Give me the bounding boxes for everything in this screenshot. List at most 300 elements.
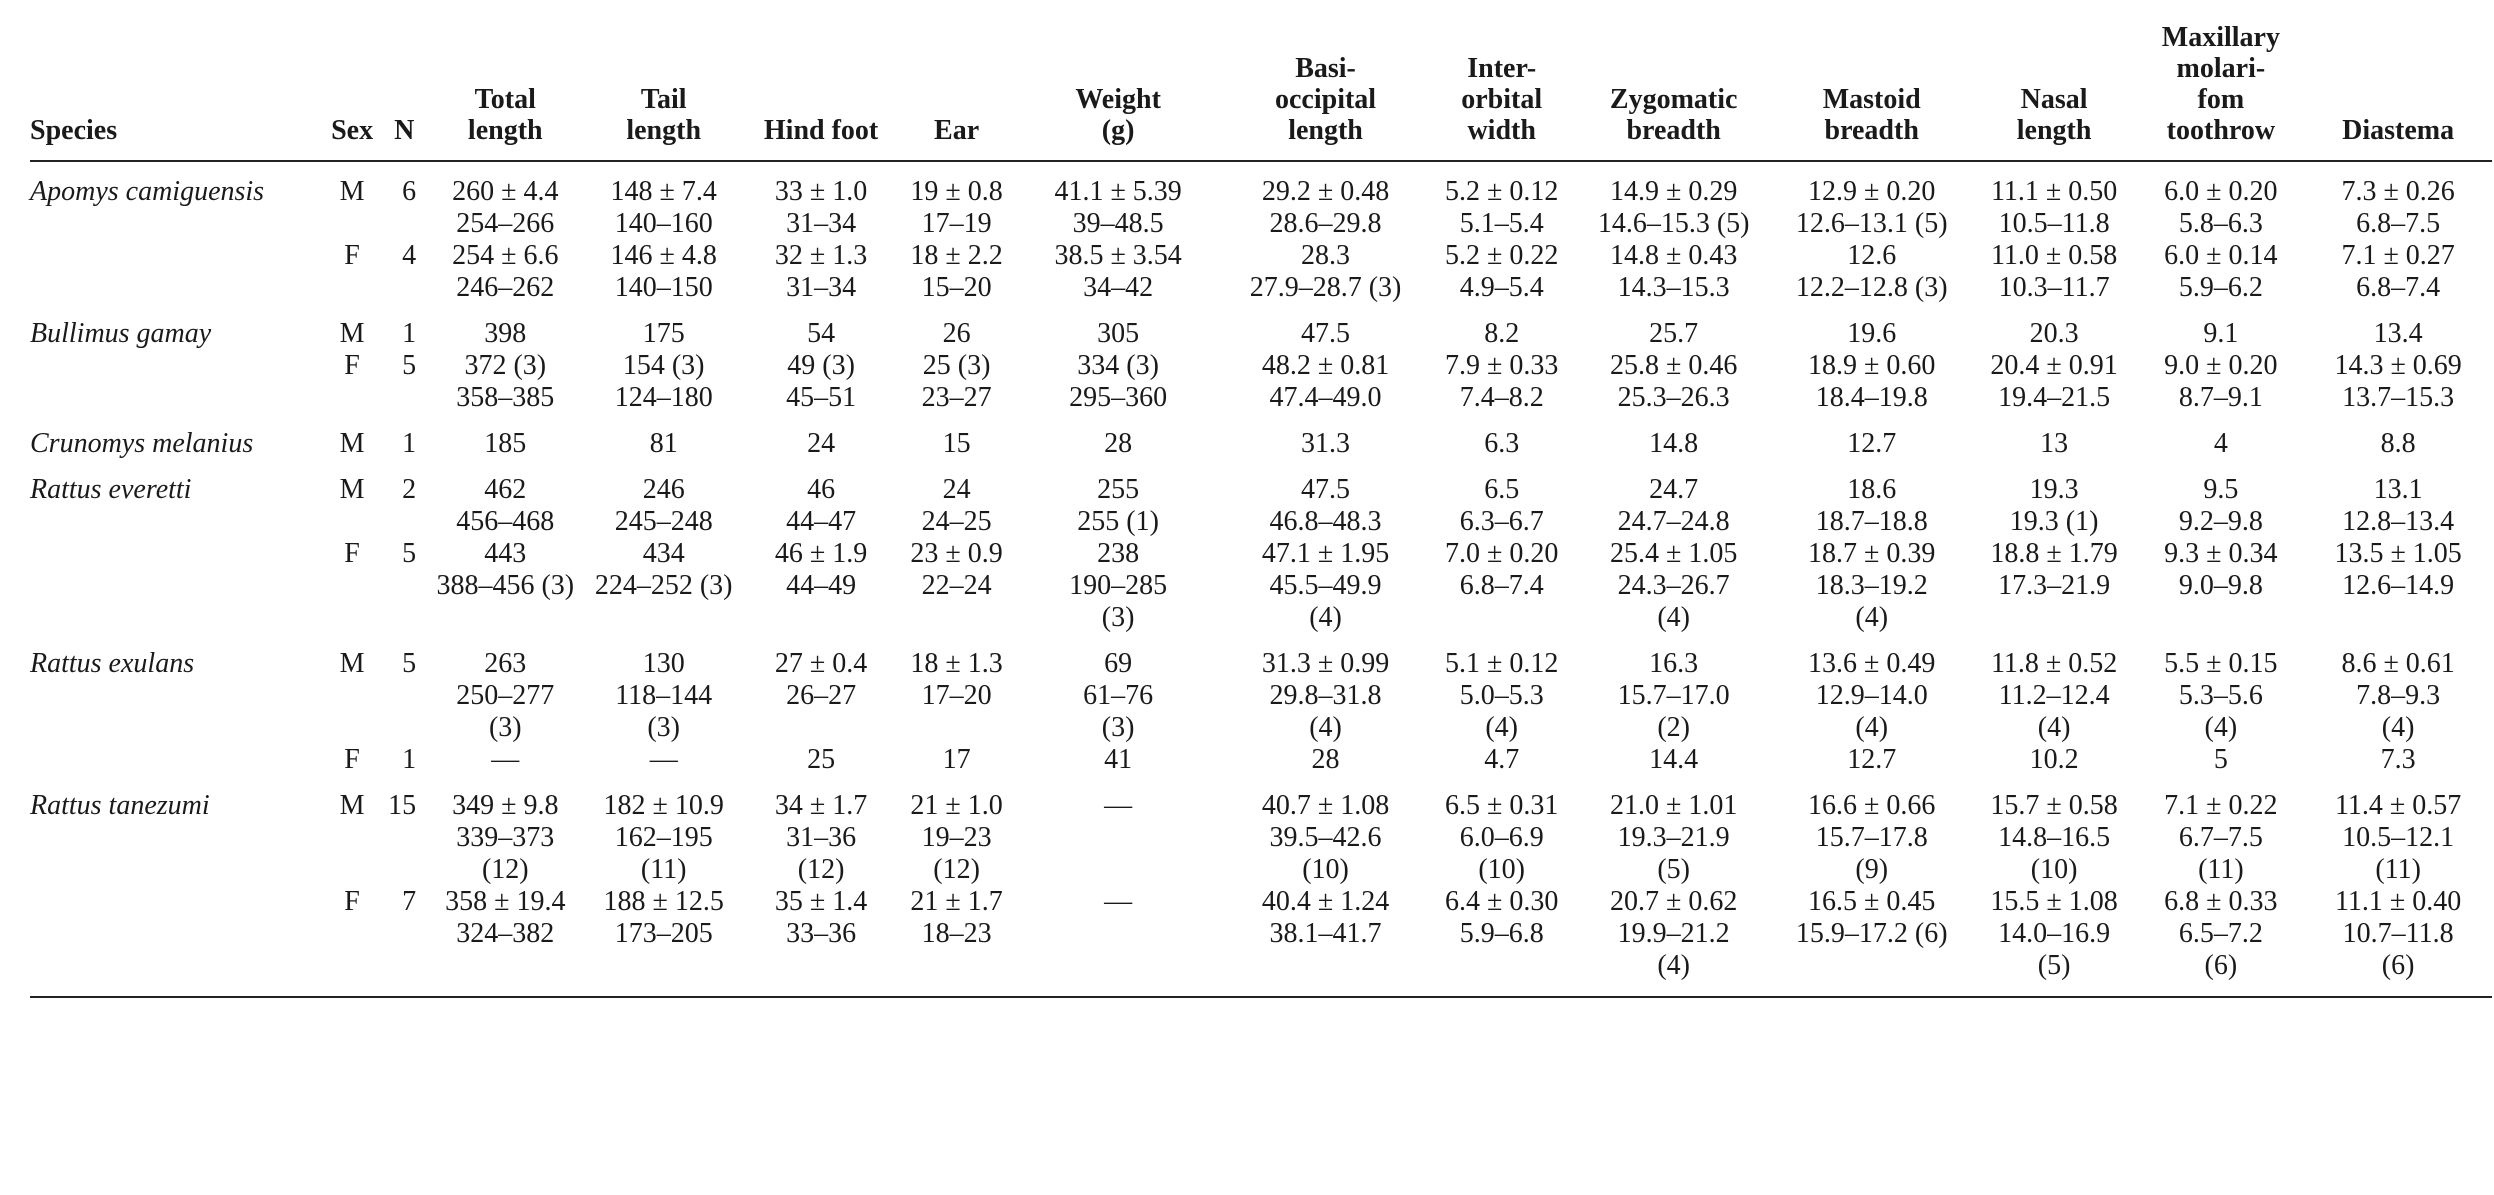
- cell-value: (11): [2375, 854, 2421, 885]
- cell-value: 39.5–42.6: [1269, 822, 1382, 853]
- cell-value: 6.8–7.5: [2356, 208, 2441, 239]
- maxillary-toothrow-cell: [2137, 161, 2304, 240]
- species-name: Rattus tanezumi: [30, 790, 210, 821]
- species-name: Apomys camiguensis: [30, 176, 265, 207]
- mastoid-breadth-cell: [1773, 304, 1971, 350]
- header-hind-foot: [743, 22, 899, 161]
- cell-value: 130: [642, 648, 685, 679]
- cell-value: (6): [2204, 950, 2238, 981]
- cell-value: (4): [1855, 712, 1889, 743]
- nasal-length-cell: [1971, 776, 2138, 886]
- hind-foot-cell: [743, 161, 899, 240]
- cell-value: 15–20: [921, 272, 992, 303]
- cell-value: 6.5 ± 0.31: [1445, 790, 1559, 821]
- cell-value: 14.0–16.9: [1998, 918, 2111, 949]
- header-line: length: [1288, 115, 1363, 146]
- cell-value: 25 (3): [922, 350, 991, 381]
- cell-value: 6.3: [1484, 428, 1520, 459]
- basioccipital-length-cell: [1222, 161, 1428, 240]
- cell-value: (5): [2037, 950, 2071, 981]
- ear-cell: [899, 414, 1014, 460]
- cell-value: 15: [942, 428, 971, 459]
- header-line: (g): [1101, 115, 1135, 146]
- sex-cell: F: [344, 350, 360, 381]
- header-species: Species: [30, 22, 322, 161]
- cell-value: 146 ± 4.8: [610, 240, 717, 271]
- basioccipital-length-cell: [1222, 240, 1428, 304]
- cell-value: 25.8 ± 0.46: [1609, 350, 1738, 381]
- cell-value: —: [491, 744, 520, 775]
- hind-foot-cell: [743, 634, 899, 744]
- cell-value: 17: [942, 744, 971, 775]
- species-name: Rattus everetti: [30, 474, 192, 505]
- header-line: Weight: [1075, 84, 1161, 115]
- cell-value: (2): [1657, 712, 1690, 743]
- header-line: length: [626, 115, 702, 146]
- cell-value: 182 ± 10.9: [603, 790, 724, 821]
- cell-value: 9.0 ± 0.20: [2164, 350, 2278, 381]
- cell-value: (4): [1657, 950, 1690, 981]
- maxillary-toothrow-cell: [2137, 240, 2304, 304]
- cell-value: 118–144: [615, 680, 713, 711]
- cell-value: 18–23: [921, 918, 992, 949]
- total-length-cell: [426, 538, 584, 634]
- hind-foot-cell: [743, 304, 899, 350]
- total-length-cell: [426, 414, 584, 460]
- cell-value: 22–24: [921, 570, 992, 601]
- cell-value: 462: [484, 474, 527, 505]
- n-cell: 4: [402, 240, 417, 271]
- cell-value: 9.1: [2203, 318, 2239, 349]
- cell-value: 46: [807, 474, 836, 505]
- cell-value: (4): [2037, 712, 2071, 743]
- cell-value: 13.4: [2373, 318, 2423, 349]
- cell-value: 6.0–6.9: [1459, 822, 1544, 853]
- cell-value: 6.8–7.4: [2356, 272, 2441, 303]
- cell-value: 19.4–21.5: [1998, 382, 2111, 413]
- total-length-cell: [426, 240, 584, 304]
- cell-value: 5.9–6.2: [2178, 272, 2263, 303]
- mastoid-breadth-cell: [1773, 744, 1971, 776]
- interorbital-width-cell: [1429, 350, 1575, 414]
- cell-value: 31.3 ± 0.99: [1261, 648, 1390, 679]
- nasal-length-cell: [1971, 161, 2138, 240]
- header-line: Nasal: [2020, 84, 2088, 115]
- cell-value: 28.3: [1301, 240, 1351, 271]
- maxillary-toothrow-cell: [2137, 350, 2304, 414]
- cell-value: 19–23: [921, 822, 992, 853]
- header-line: Inter-: [1467, 53, 1537, 84]
- header-line: Tail: [640, 84, 687, 115]
- cell-value: (10): [2030, 854, 2078, 885]
- cell-value: (12): [933, 854, 980, 885]
- maxillary-toothrow-cell: [2137, 776, 2304, 886]
- cell-value: 11.1 ± 0.50: [1990, 176, 2118, 207]
- header-diastema: [2304, 22, 2492, 161]
- header-line: molari-: [2176, 53, 2266, 84]
- total-length-cell: [426, 161, 584, 240]
- cell-value: 47.5: [1301, 474, 1351, 505]
- sex-cell: M: [339, 474, 365, 505]
- nasal-length-cell: [1971, 538, 2138, 634]
- cell-value: 9.3 ± 0.34: [2164, 538, 2278, 569]
- species-name: [30, 240, 322, 304]
- header-line: Maxillary: [2161, 22, 2280, 53]
- cell-value: (4): [2204, 712, 2238, 743]
- zygomatic-breadth-cell: [1575, 414, 1773, 460]
- header-zygomatic-breadth: [1575, 22, 1773, 161]
- cell-value: 38.5 ± 3.54: [1054, 240, 1182, 271]
- cell-value: 12.9–14.0: [1815, 680, 1928, 711]
- basioccipital-length-cell: [1222, 414, 1428, 460]
- header-interorbital-width: [1429, 22, 1575, 161]
- table-row: [30, 240, 2492, 304]
- cell-value: 4: [2213, 428, 2228, 459]
- hind-foot-cell: [743, 886, 899, 997]
- cell-value: 14.3–15.3: [1617, 272, 1730, 303]
- cell-value: 10.5–12.1: [2342, 822, 2455, 853]
- species-group: [30, 634, 2492, 776]
- cell-value: 5.9–6.8: [1459, 918, 1544, 949]
- total-length-cell: [426, 304, 584, 350]
- cell-value: —: [1104, 886, 1133, 917]
- cell-value: 190–285: [1069, 570, 1168, 601]
- ear-cell: [899, 240, 1014, 304]
- cell-value: 188 ± 12.5: [603, 886, 724, 917]
- cell-value: 35 ± 1.4: [774, 886, 868, 917]
- cell-value: 26: [942, 318, 971, 349]
- cell-value: 41: [1104, 744, 1133, 775]
- cell-value: 40.4 ± 1.24: [1261, 886, 1390, 917]
- cell-value: 11.0 ± 0.58: [1990, 240, 2118, 271]
- zygomatic-breadth-cell: [1575, 538, 1773, 634]
- cell-value: 13: [2040, 428, 2069, 459]
- cell-value: 140–150: [614, 272, 713, 303]
- cell-value: 24: [807, 428, 836, 459]
- tail-length-cell: [584, 240, 742, 304]
- cell-value: 49 (3): [787, 350, 855, 381]
- cell-value: 6.8–7.4: [1459, 570, 1544, 601]
- cell-value: 6.7–7.5: [2178, 822, 2263, 853]
- total-length-cell: [426, 460, 584, 538]
- cell-value: 324–382: [456, 918, 555, 949]
- header-mastoid-breadth: [1773, 22, 1971, 161]
- cell-value: 6.4 ± 0.30: [1445, 886, 1559, 917]
- cell-value: (12): [481, 854, 529, 885]
- basioccipital-length-cell: [1222, 460, 1428, 538]
- header-line: orbital: [1461, 84, 1543, 115]
- ear-cell: [899, 634, 1014, 744]
- cell-value: 28.6–29.8: [1269, 208, 1382, 239]
- cell-value: 23–27: [921, 382, 992, 413]
- cell-value: 6.5: [1484, 474, 1520, 505]
- mastoid-breadth-cell: [1773, 161, 1971, 240]
- header-line: fom: [2197, 84, 2245, 115]
- diastema-cell: [2304, 886, 2492, 997]
- cell-value: 34–42: [1083, 272, 1154, 303]
- cell-value: 5.2 ± 0.22: [1445, 240, 1559, 271]
- interorbital-width-cell: [1429, 240, 1575, 304]
- cell-value: 19.9–21.2: [1617, 918, 1730, 949]
- header-line: Ear: [934, 115, 980, 146]
- tail-length-cell: [584, 304, 742, 350]
- cell-value: 10.5–11.8: [1998, 208, 2110, 239]
- cell-value: 14.4: [1649, 744, 1699, 775]
- cell-value: —: [1104, 790, 1133, 821]
- total-length-cell: [426, 634, 584, 744]
- nasal-length-cell: [1971, 304, 2138, 350]
- basioccipital-length-cell: [1222, 634, 1428, 744]
- interorbital-width-cell: [1429, 886, 1575, 997]
- cell-value: (4): [1485, 712, 1519, 743]
- cell-value: 7.3: [2380, 744, 2416, 775]
- n-cell: 1: [402, 744, 417, 775]
- nasal-length-cell: [1971, 240, 2138, 304]
- table-row: [30, 886, 2492, 997]
- cell-value: 34 ± 1.7: [774, 790, 868, 821]
- cell-value: 24.7–24.8: [1617, 506, 1730, 537]
- cell-value: 28: [1311, 744, 1340, 775]
- cell-value: 61–76: [1083, 680, 1154, 711]
- cell-value: (5): [1657, 854, 1690, 885]
- cell-value: 434: [642, 538, 685, 569]
- weight-cell: [1014, 460, 1222, 538]
- cell-value: 24.7: [1649, 474, 1699, 505]
- cell-value: 250–277: [456, 680, 555, 711]
- cell-value: 47.1 ± 1.95: [1261, 538, 1390, 569]
- cell-value: 8.2: [1484, 318, 1520, 349]
- zygomatic-breadth-cell: [1575, 886, 1773, 997]
- basioccipital-length-cell: [1222, 744, 1428, 776]
- cell-value: 162–195: [614, 822, 713, 853]
- mastoid-breadth-cell: [1773, 414, 1971, 460]
- cell-value: 260 ± 4.4: [452, 176, 559, 207]
- cell-value: 19.3 (1): [2009, 506, 2099, 537]
- maxillary-toothrow-cell: [2137, 744, 2304, 776]
- cell-value: 5: [2213, 744, 2228, 775]
- cell-value: 7.1 ± 0.22: [2164, 790, 2278, 821]
- ear-cell: [899, 304, 1014, 350]
- ear-cell: [899, 460, 1014, 538]
- table-row: [30, 776, 2492, 886]
- cell-value: 19.3–21.9: [1617, 822, 1730, 853]
- species-name: [30, 744, 322, 776]
- cell-value: 21 ± 1.0: [910, 790, 1003, 821]
- nasal-length-cell: [1971, 744, 2138, 776]
- cell-value: 12.7: [1847, 744, 1897, 775]
- basioccipital-length-cell: [1222, 350, 1428, 414]
- cell-value: 7.9 ± 0.33: [1445, 350, 1559, 381]
- cell-value: 31–34: [786, 272, 857, 303]
- cell-value: 7.4–8.2: [1459, 382, 1544, 413]
- maxillary-toothrow-cell: [2137, 886, 2304, 997]
- cell-value: 19 ± 0.8: [910, 176, 1003, 207]
- sex-cell: M: [339, 790, 365, 821]
- maxillary-toothrow-cell: [2137, 460, 2304, 538]
- cell-value: (4): [1309, 712, 1342, 743]
- cell-value: 33 ± 1.0: [774, 176, 868, 207]
- table-row: [30, 634, 2492, 744]
- cell-value: 11.4 ± 0.57: [2334, 790, 2462, 821]
- cell-value: 20.7 ± 0.62: [1609, 886, 1738, 917]
- tail-length-cell: [584, 414, 742, 460]
- cell-value: (10): [1478, 854, 1526, 885]
- cell-value: 254 ± 6.6: [452, 240, 559, 271]
- cell-value: 46 ± 1.9: [774, 538, 868, 569]
- cell-value: 255 (1): [1077, 506, 1159, 537]
- table-row: [30, 538, 2492, 634]
- cell-value: 25.3–26.3: [1617, 382, 1730, 413]
- cell-value: 15.7–17.8: [1815, 822, 1928, 853]
- tail-length-cell: [584, 460, 742, 538]
- cell-value: 12.2–12.8 (3): [1795, 272, 1948, 303]
- n-cell: 5: [402, 538, 417, 569]
- header-line: Hind foot: [763, 115, 879, 146]
- total-length-cell: [426, 886, 584, 997]
- n-cell: 1: [402, 428, 417, 459]
- cell-value: 25.7: [1649, 318, 1699, 349]
- header-line: toothrow: [2166, 115, 2276, 146]
- table-row: [30, 744, 2492, 776]
- cell-value: 39–48.5: [1072, 208, 1164, 239]
- cell-value: 7.1 ± 0.27: [2341, 240, 2455, 271]
- cell-value: 305: [1097, 318, 1140, 349]
- table-row: [30, 414, 2492, 460]
- header-line: breadth: [1824, 115, 1919, 146]
- cell-value: 246: [642, 474, 685, 505]
- cell-value: 29.2 ± 0.48: [1261, 176, 1390, 207]
- cell-value: 44–49: [786, 570, 857, 601]
- cell-value: 17–19: [921, 208, 992, 239]
- cell-value: 21 ± 1.7: [910, 886, 1003, 917]
- hind-foot-cell: [743, 414, 899, 460]
- cell-value: 185: [484, 428, 527, 459]
- n-cell: 1: [402, 318, 417, 349]
- cell-value: 41.1 ± 5.39: [1054, 176, 1182, 207]
- zygomatic-breadth-cell: [1575, 240, 1773, 304]
- cell-value: 11.2–12.4: [1998, 680, 2110, 711]
- species-name: Crunomys melanius: [30, 428, 254, 459]
- zygomatic-breadth-cell: [1575, 634, 1773, 744]
- cell-value: 27.9–28.7 (3): [1249, 272, 1402, 303]
- cell-value: (11): [640, 854, 687, 885]
- cell-value: 6.0 ± 0.20: [2164, 176, 2278, 207]
- species-group: [30, 161, 2492, 304]
- cell-value: 24.3–26.7: [1617, 570, 1730, 601]
- cell-value: 18.8 ± 1.79: [1990, 538, 2118, 569]
- header-weight: [1014, 22, 1222, 161]
- zygomatic-breadth-cell: [1575, 744, 1773, 776]
- cell-value: 12.9 ± 0.20: [1808, 176, 1936, 207]
- header-maxillary-toothrow: [2137, 22, 2304, 161]
- cell-value: 8.6 ± 0.61: [2341, 648, 2455, 679]
- weight-cell: [1014, 886, 1222, 997]
- nasal-length-cell: [1971, 634, 2138, 744]
- header-line: Zygomatic: [1609, 84, 1738, 115]
- diastema-cell: [2304, 414, 2492, 460]
- zygomatic-breadth-cell: [1575, 304, 1773, 350]
- cell-value: (9): [1855, 854, 1889, 885]
- cell-value: 8.8: [2380, 428, 2416, 459]
- cell-value: 9.2–9.8: [2178, 506, 2263, 537]
- cell-value: 14.8: [1649, 428, 1699, 459]
- cell-value: 372 (3): [464, 350, 547, 381]
- cell-value: —: [649, 744, 678, 775]
- total-length-cell: [426, 350, 584, 414]
- species-name: [30, 350, 322, 414]
- nasal-length-cell: [1971, 414, 2138, 460]
- cell-value: 69: [1104, 648, 1133, 679]
- cell-value: 18.7 ± 0.39: [1808, 538, 1936, 569]
- cell-value: 14.8 ± 0.43: [1609, 240, 1738, 271]
- cell-value: 246–262: [456, 272, 555, 303]
- table-row: [30, 304, 2492, 350]
- tail-length-cell: [584, 744, 742, 776]
- cell-value: 9.5: [2203, 474, 2239, 505]
- cell-value: 14.3 ± 0.69: [2334, 350, 2462, 381]
- header-line: Basi-: [1295, 53, 1356, 84]
- cell-value: 349 ± 9.8: [452, 790, 559, 821]
- diastema-cell: [2304, 744, 2492, 776]
- tail-length-cell: [584, 886, 742, 997]
- sex-cell: M: [339, 648, 365, 679]
- cell-value: 18.7–18.8: [1815, 506, 1928, 537]
- n-cell: 5: [402, 648, 417, 679]
- cell-value: 238: [1097, 538, 1140, 569]
- maxillary-toothrow-cell: [2137, 304, 2304, 350]
- mastoid-breadth-cell: [1773, 776, 1971, 886]
- weight-cell: [1014, 744, 1222, 776]
- hind-foot-cell: [743, 460, 899, 538]
- header-line: length: [467, 115, 543, 146]
- cell-value: 81: [649, 428, 678, 459]
- interorbital-width-cell: [1429, 460, 1575, 538]
- cell-value: 21.0 ± 1.01: [1609, 790, 1738, 821]
- species-group: [30, 414, 2492, 460]
- ear-cell: [899, 744, 1014, 776]
- cell-value: 27 ± 0.4: [774, 648, 868, 679]
- diastema-cell: [2304, 161, 2492, 240]
- header-total-length: [426, 22, 584, 161]
- zygomatic-breadth-cell: [1575, 161, 1773, 240]
- cell-value: 47.5: [1301, 318, 1351, 349]
- tail-length-cell: [584, 776, 742, 886]
- cell-value: (3): [647, 712, 681, 743]
- cell-value: 15.7 ± 0.58: [1990, 790, 2118, 821]
- cell-value: 16.5 ± 0.45: [1808, 886, 1936, 917]
- sex-cell: F: [322, 886, 382, 997]
- header-sex: Sex: [322, 22, 382, 161]
- mastoid-breadth-cell: [1773, 350, 1971, 414]
- weight-cell: [1014, 161, 1222, 240]
- cell-value: 13.6 ± 0.49: [1808, 648, 1936, 679]
- weight-cell: [1014, 350, 1222, 414]
- mastoid-breadth-cell: [1773, 240, 1971, 304]
- zygomatic-breadth-cell: [1575, 350, 1773, 414]
- cell-value: (11): [2198, 854, 2244, 885]
- total-length-cell: [426, 744, 584, 776]
- ear-cell: [899, 776, 1014, 886]
- mastoid-breadth-cell: [1773, 634, 1971, 744]
- cell-value: 12.6–14.9: [2342, 570, 2455, 601]
- cell-value: 5.3–5.6: [2178, 680, 2263, 711]
- cell-value: 255: [1097, 474, 1140, 505]
- species-name: [30, 886, 322, 997]
- diastema-cell: [2304, 776, 2492, 886]
- cell-value: 28: [1104, 428, 1133, 459]
- header-line: breadth: [1626, 115, 1721, 146]
- cell-value: 32 ± 1.3: [774, 240, 868, 271]
